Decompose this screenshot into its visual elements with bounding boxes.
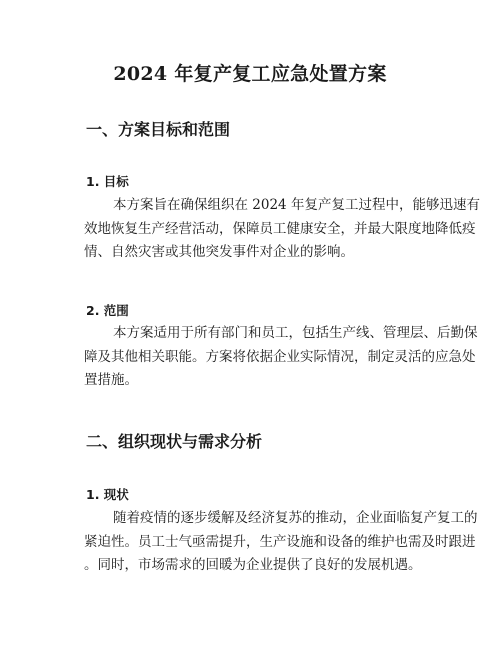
document-title: 2024 年复产复工应急处置方案	[113, 63, 387, 85]
paragraph-line: 置措施。	[84, 372, 138, 388]
paragraph-line: 紧迫性。员工士气亟需提升，生产设施和设备的维护也需及时跟进	[84, 533, 476, 550]
section-heading-status-needs: 二、组织现状与需求分析	[86, 432, 263, 451]
paragraph-line: 。同时，市场需求的回暖为企业提供了良好的发展机遇。	[84, 557, 422, 573]
subsection-heading-goal: 1. 目标	[86, 174, 129, 189]
paragraph-goal	[84, 194, 480, 265]
paragraph-line: 情、自然灾害或其他突发事件对企业的影响。	[84, 244, 354, 260]
paragraph-scope	[84, 322, 478, 393]
paragraph-status	[84, 507, 478, 578]
paragraph-line: 本方案适用于所有部门和员工，包括生产线、管理层、后勤保	[113, 325, 478, 341]
subsection-heading-scope: 2. 范围	[86, 303, 129, 318]
paragraph-line: 效地恢复生产经营活动，保障员工健康安全，并最大限度地降低疫	[84, 220, 476, 237]
paragraph-line: 障及其他相关职能。方案将依据企业实际情况，制定灵活的应急处	[84, 348, 476, 365]
section-heading-goals-scope: 一、方案目标和范围	[86, 120, 231, 139]
paragraph-line: 随着疫情的逐步缓解及经济复苏的推动，企业面临复产复工的	[113, 510, 478, 526]
subsection-heading-status: 1. 现状	[86, 487, 129, 502]
paragraph-line: 本方案旨在确保组织在 2024 年复产复工过程中，能够迅速有	[113, 197, 480, 213]
